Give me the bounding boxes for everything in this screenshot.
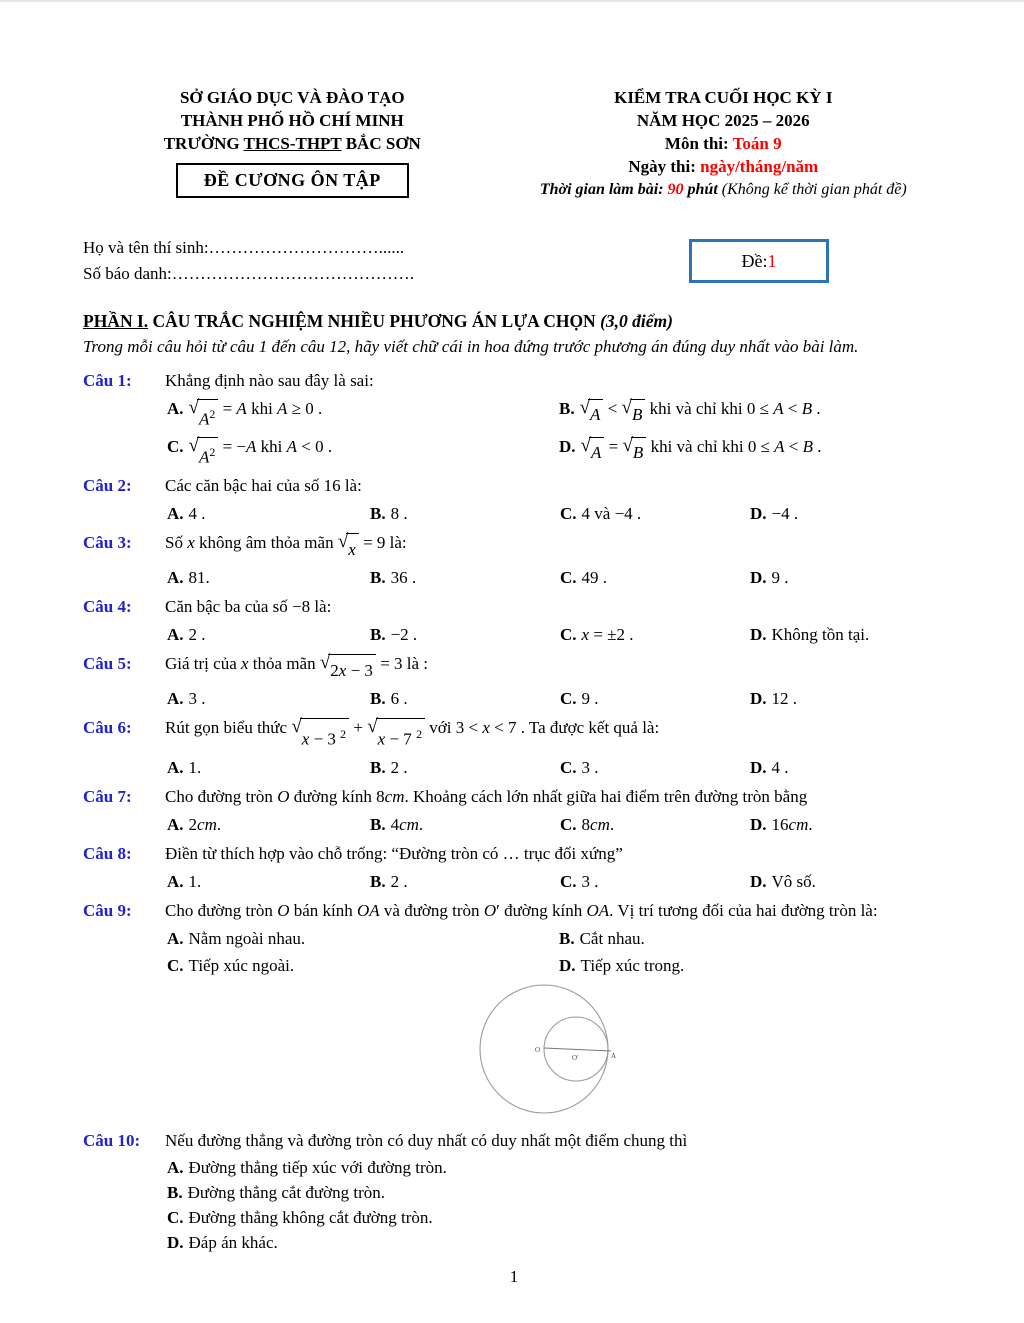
option-text: 36 .	[390, 568, 417, 588]
option-b	[370, 621, 560, 648]
option-a	[167, 564, 370, 591]
exam-title-line: KIỂM TRA CUỐI HỌC KỲ I	[614, 88, 833, 107]
question-6	[83, 713, 945, 781]
question-3-label: Câu 3:	[83, 533, 132, 553]
option-text: Cắt nhau.	[579, 928, 645, 948]
student-lines	[83, 235, 414, 287]
question-3-options	[167, 564, 945, 591]
option-text: 6 .	[390, 689, 408, 709]
question-5-stem: Giá trị của x thỏa mãn √ 2x − 3 = 3 là :	[165, 649, 945, 685]
option-text: x = ±2 .	[581, 625, 634, 645]
option-letter: C.	[167, 436, 184, 456]
part1-title: CÂU TRẮC NGHIỆM NHIỀU PHƯƠNG ÁN LỰA CHỌN	[148, 311, 601, 331]
exam-code-value: 1	[767, 250, 777, 271]
option-letter: A.	[167, 504, 184, 524]
question-2	[83, 471, 945, 527]
option-c	[560, 811, 750, 838]
option-letter: A.	[167, 814, 184, 834]
option-letter: D.	[750, 757, 767, 777]
subject-value: Toán 9	[732, 134, 782, 153]
option-letter: C.	[167, 1207, 184, 1227]
option-text: 3 .	[581, 871, 599, 891]
option-letter: C.	[560, 871, 577, 891]
duration-unit: phút	[683, 181, 722, 198]
question-6-body	[165, 713, 945, 781]
question-8-stem: Điền từ thích hợp vào chỗ trống: “Đường tròn có … trục đối xứng”	[165, 843, 623, 863]
header-right-block	[502, 86, 945, 201]
option-letter: D.	[559, 436, 576, 456]
option-text: √ A = √ B khi và chỉ khi 0 ≤ A < B .	[581, 437, 822, 456]
option-letter: D.	[559, 955, 576, 975]
option-b	[370, 500, 560, 527]
question-4-options	[167, 621, 945, 648]
question-2-stem: Các căn bậc hai của số 16 là:	[165, 476, 362, 496]
option-b	[559, 395, 945, 433]
duration-label: Thời gian làm bài:	[539, 181, 668, 198]
review-outline-box: ĐỀ CƯƠNG ÔN TẬP	[176, 163, 409, 198]
exam-date-value: ngày/tháng/năm	[700, 157, 819, 176]
option-b	[370, 868, 560, 895]
option-text: 2 .	[390, 757, 408, 777]
question-7-stem: Cho đường tròn O đường kính 8cm. Khoảng cách lớn nhất giữa hai điểm trên đường tròn bằng	[165, 786, 808, 806]
option-letter: A.	[167, 928, 184, 948]
question-9-label: Câu 9:	[83, 900, 132, 920]
student-name-line: Họ và tên thí sinh:…………………………......	[83, 238, 405, 257]
option-b	[370, 811, 560, 838]
option-letter: A.	[167, 689, 184, 709]
question-3-body	[165, 528, 945, 591]
option-a	[167, 685, 370, 712]
option-a	[167, 868, 370, 895]
option-text: Đáp án khác.	[188, 1232, 278, 1252]
question-2-body	[165, 471, 945, 527]
question-4-body	[165, 592, 945, 648]
option-letter: B.	[370, 757, 386, 777]
question-5	[83, 649, 945, 712]
question-6-stem: Rút gọn biểu thức √ x − 3 $^2$ + √ x − 7 $^2$ với 3 < x < 7 . Ta được kết quả là:	[165, 713, 945, 754]
subject-label: Môn thi:	[664, 134, 733, 153]
question-8-options	[167, 868, 945, 895]
option-d	[750, 564, 945, 591]
option-d	[167, 1230, 945, 1255]
option-letter: B.	[167, 1182, 183, 1202]
option-letter: A.	[167, 757, 184, 777]
option-text: 9 .	[771, 568, 789, 588]
option-c	[167, 1205, 945, 1230]
question-10	[83, 1126, 945, 1255]
option-b	[370, 754, 560, 781]
question-5-body	[165, 649, 945, 712]
question-2-options	[167, 500, 945, 527]
option-text: 81.	[188, 568, 210, 588]
option-text: Không tồn tại.	[771, 625, 870, 645]
circles-figure	[464, 981, 646, 1119]
option-text: √ $A^2$ = −A khi A < 0 .	[189, 437, 333, 456]
school-line	[83, 132, 502, 155]
question-3	[83, 528, 945, 591]
exam-code-box	[689, 239, 829, 283]
option-letter: B.	[370, 689, 386, 709]
duration-note: (Không kể thời gian phát đề)	[721, 181, 907, 198]
option-text: 1.	[188, 757, 202, 777]
question-1-body	[165, 366, 945, 470]
option-text: 4 .	[771, 757, 789, 777]
option-text: 2 .	[390, 871, 408, 891]
option-a	[167, 811, 370, 838]
question-4-stem: Căn bậc ba của số −8 là:	[165, 597, 332, 617]
question-8	[83, 839, 945, 895]
option-letter: C.	[560, 625, 577, 645]
option-letter: D.	[750, 568, 767, 588]
option-d	[750, 685, 945, 712]
student-id-line: Số báo danh:…………………………………….	[83, 264, 415, 283]
option-letter: A.	[167, 399, 184, 418]
option-text: 4 và −4 .	[581, 504, 642, 524]
city-line: THÀNH PHỐ HỒ CHÍ MINH	[180, 111, 404, 130]
school-suffix: BẮC SƠN	[341, 134, 421, 153]
question-1-label: Câu 1:	[83, 371, 132, 390]
option-letter: B.	[370, 871, 386, 891]
question-7-body	[165, 782, 945, 838]
option-letter: C.	[560, 568, 577, 588]
exam-date-line	[502, 155, 945, 178]
option-d	[750, 500, 945, 527]
question-8-body	[165, 839, 945, 895]
label-tangent-point: A	[611, 1051, 617, 1060]
option-a	[167, 925, 559, 952]
option-text: Tiếp xúc trong.	[580, 955, 685, 975]
question-2-label: Câu 2:	[83, 476, 132, 496]
option-letter: C.	[560, 689, 577, 709]
question-6-options	[167, 754, 945, 781]
option-letter: A.	[167, 568, 184, 588]
question-10-label: Câu 10:	[83, 1130, 141, 1150]
question-9-body	[165, 896, 945, 1125]
option-a	[167, 395, 559, 433]
option-text: 12 .	[771, 689, 798, 709]
question-9	[83, 896, 945, 1125]
option-b	[559, 925, 945, 952]
option-text: −2 .	[390, 625, 418, 645]
option-text: 9 .	[581, 689, 599, 709]
option-text: √ A < √ B khi và chỉ khi 0 ≤ A < B .	[580, 399, 821, 418]
option-text: 16cm.	[771, 814, 813, 834]
page-header	[83, 86, 945, 201]
part1-instructions: Trong mỗi câu hỏi từ câu 1 đến câu 12, hãy viết chữ cái in hoa đứng trước phương án đúng duy nhất vào bài làm.	[83, 337, 859, 356]
label-big-center: O	[535, 1045, 541, 1054]
option-d	[750, 868, 945, 895]
question-1	[83, 366, 945, 470]
question-7-label: Câu 7:	[83, 786, 132, 806]
question-5-options	[167, 685, 945, 712]
school-underlined: THCS-THPT	[243, 134, 342, 153]
exam-date-label: Ngày thi:	[628, 157, 701, 176]
duration-line	[502, 178, 945, 201]
student-info-row	[83, 235, 945, 287]
school-year-line: NĂM HỌC 2025 – 2026	[636, 111, 810, 130]
option-d	[750, 811, 945, 838]
option-letter: A.	[167, 871, 184, 891]
option-letter: A.	[167, 1157, 184, 1177]
option-letter: B.	[370, 504, 386, 524]
option-text: 8 .	[390, 504, 408, 524]
option-text: 49 .	[581, 568, 608, 588]
option-d	[559, 952, 945, 979]
option-letter: D.	[750, 689, 767, 709]
option-text: 2 .	[188, 625, 206, 645]
option-a	[167, 621, 370, 648]
subject-line	[502, 132, 945, 155]
question-1-stem: Khẳng định nào sau đây là sai:	[165, 371, 374, 390]
question-10-options	[167, 1155, 945, 1255]
option-text: 4 .	[188, 504, 206, 524]
option-a	[167, 754, 370, 781]
option-text: Đường thẳng không cắt đường tròn.	[188, 1207, 433, 1227]
question-4-label: Câu 4:	[83, 597, 132, 617]
option-text: 2cm.	[188, 814, 222, 834]
option-letter: C.	[167, 955, 184, 975]
question-9-figure	[165, 981, 945, 1119]
option-text: Nằm ngoài nhau.	[188, 928, 306, 948]
option-letter: B.	[559, 928, 575, 948]
department-line: SỞ GIÁO DỤC VÀ ĐÀO TẠO	[179, 88, 405, 107]
option-letter: D.	[750, 814, 767, 834]
question-9-stem: Cho đường tròn O bán kính OA và đường tròn O′ đường kính OA. Vị trí tương đối của hai đường tròn là:	[165, 900, 878, 920]
part1-number: PHẦN I.	[83, 311, 149, 331]
question-10-stem: Nếu đường thẳng và đường tròn có duy nhất có duy nhất một điểm chung thì	[165, 1130, 688, 1150]
option-a	[167, 1155, 945, 1180]
option-c	[167, 952, 559, 979]
option-b	[370, 685, 560, 712]
option-c	[560, 685, 750, 712]
question-7	[83, 782, 945, 838]
option-letter: D.	[167, 1232, 184, 1252]
option-c	[560, 500, 750, 527]
option-letter: B.	[370, 814, 386, 834]
option-letter: B.	[370, 568, 386, 588]
page-number: 1	[509, 1266, 519, 1286]
option-text: Vô số.	[771, 871, 816, 891]
option-letter: C.	[560, 504, 577, 524]
option-text: 4cm.	[390, 814, 424, 834]
question-6-label: Câu 6:	[83, 718, 132, 738]
option-b	[167, 1180, 945, 1205]
part1-points: (3,0 điểm)	[600, 311, 673, 331]
option-text: 1.	[188, 871, 202, 891]
exam-code-label: Đề:	[741, 250, 768, 271]
part1-heading	[83, 309, 945, 333]
option-text: Đường thẳng cắt đường tròn.	[187, 1182, 385, 1202]
question-3-stem: Số x không âm thỏa mãn √ x = 9 là:	[165, 528, 945, 564]
option-text: Đường thẳng tiếp xúc với đường tròn.	[188, 1157, 447, 1177]
label-small-center: O′	[572, 1053, 579, 1062]
option-d	[750, 754, 945, 781]
option-letter: D.	[750, 504, 767, 524]
option-c	[167, 433, 559, 471]
option-text: 3 .	[581, 757, 599, 777]
option-c	[560, 868, 750, 895]
question-8-label: Câu 8:	[83, 843, 132, 863]
question-9-options	[167, 925, 945, 979]
duration-value: 90	[667, 181, 684, 198]
option-letter: C.	[560, 814, 577, 834]
question-5-label: Câu 5:	[83, 654, 132, 674]
question-7-options	[167, 811, 945, 838]
question-10-body	[165, 1126, 945, 1255]
option-d	[750, 621, 945, 648]
option-c	[560, 754, 750, 781]
option-c	[560, 564, 750, 591]
option-text: −4 .	[771, 504, 799, 524]
option-letter: D.	[750, 625, 767, 645]
question-4	[83, 592, 945, 648]
option-letter: C.	[560, 757, 577, 777]
option-text: 3 .	[188, 689, 206, 709]
option-c	[560, 621, 750, 648]
option-text: Tiếp xúc ngoài.	[188, 955, 295, 975]
option-letter: D.	[750, 871, 767, 891]
school-prefix: TRƯỜNG	[163, 134, 244, 153]
option-letter: A.	[167, 625, 184, 645]
option-a	[167, 500, 370, 527]
option-letter: B.	[370, 625, 386, 645]
question-1-options	[167, 395, 945, 470]
header-left-block	[83, 86, 502, 201]
option-text: √ $A^2$ = A khi A ≥ 0 .	[189, 399, 323, 418]
option-b	[370, 564, 560, 591]
option-d	[559, 433, 945, 471]
option-letter: B.	[559, 399, 575, 418]
option-text: 8cm.	[581, 814, 615, 834]
